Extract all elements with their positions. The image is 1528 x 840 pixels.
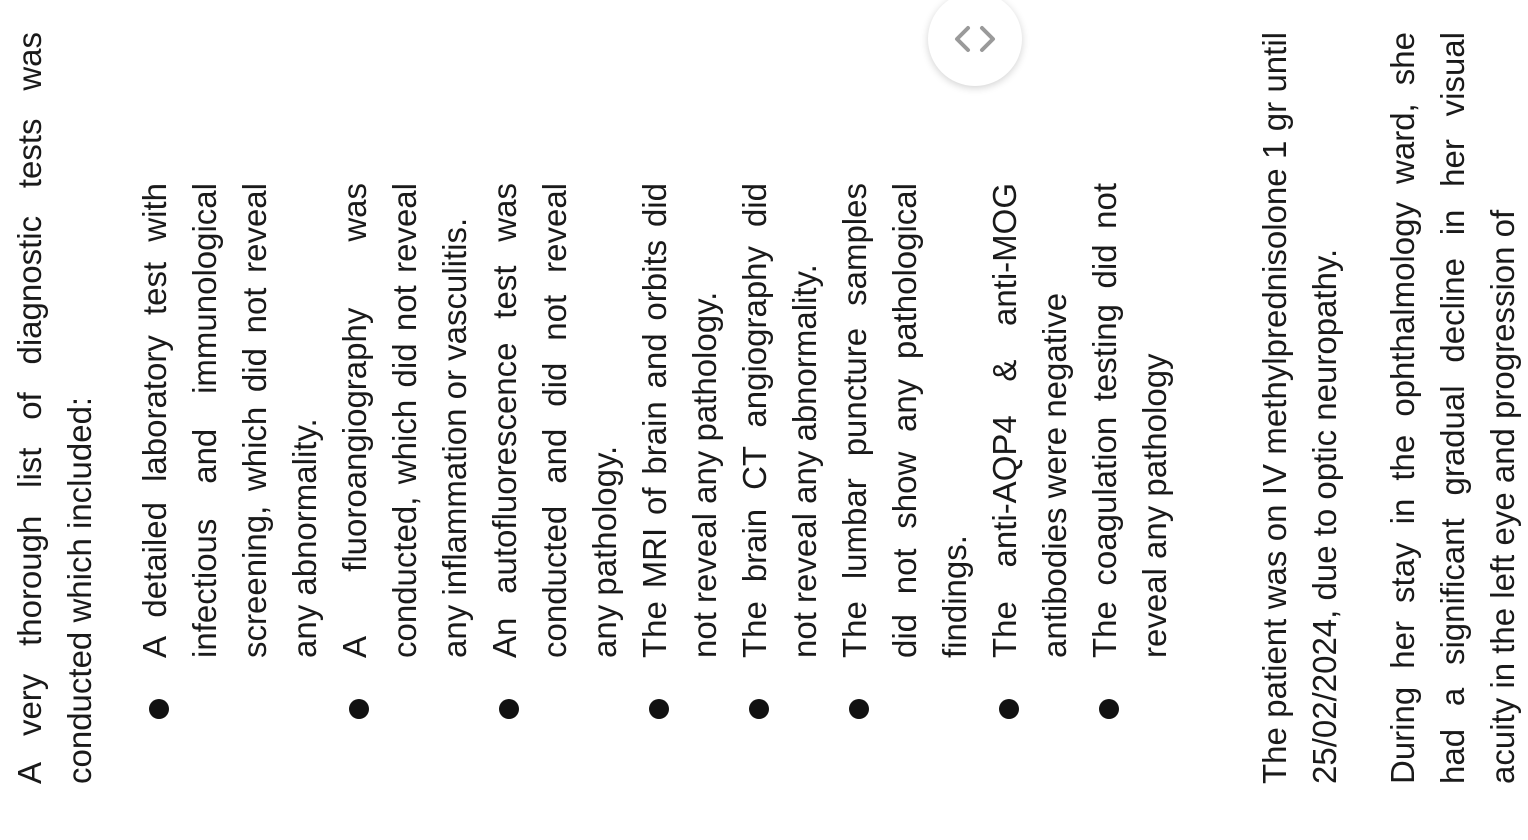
- list-item: [630, 183, 730, 840]
- list-item: [480, 183, 630, 840]
- list-item-text: The MRI of brain and orbits did not reveal any pathology.: [636, 183, 723, 658]
- list-item: [830, 183, 980, 840]
- code-brackets-icon: [952, 24, 998, 54]
- list-item-text: The brain CT angiography did not reveal any abnormality.: [736, 183, 823, 658]
- list-item: [330, 183, 480, 840]
- bullet-icon: [1099, 699, 1119, 719]
- treatment-paragraph: The patient was on IV methylprednisolone 1 gr until 25/02/2024, due to optic neuropathy.: [1256, 32, 1343, 784]
- list-item-text: The coagulation testing did not reveal any pathology: [1086, 183, 1173, 658]
- bullet-icon: [499, 699, 519, 719]
- bullet-icon: [649, 699, 669, 719]
- list-item-text: An autofluorescence test was conducted and did not reveal any pathology.: [486, 183, 623, 658]
- list-item-text: A fluoroangiography was conducted, which did not reveal any inflammation or vasculitis.: [336, 183, 473, 658]
- bullet-icon: [349, 699, 369, 719]
- bullet-icon: [849, 699, 869, 719]
- list-item: [130, 183, 330, 840]
- list-item-text: A detailed laboratory test with infectious and immunological screening, which did not reveal any abnormality.: [136, 183, 323, 658]
- bullet-icon: [149, 699, 169, 719]
- list-item: [1080, 183, 1180, 840]
- diagnostic-tests-list: [130, 0, 1180, 840]
- list-item-text: The anti-AQP4 & anti-MOG antibodies were negative: [986, 183, 1073, 658]
- bullet-icon: [749, 699, 769, 719]
- list-item: [730, 183, 830, 840]
- ward-stay-paragraph: During her stay in the ophthalmology ward, she had a significant gradual decline in her visual acuity in the left eye and progression of: [1384, 32, 1521, 784]
- bullet-icon: [999, 699, 1019, 719]
- intro-paragraph: A very thorough list of diagnostic tests was conducted which included:: [11, 32, 98, 784]
- list-item-text: The lumbar puncture samples did not show any pathological findings.: [836, 183, 973, 658]
- list-item: [980, 183, 1080, 840]
